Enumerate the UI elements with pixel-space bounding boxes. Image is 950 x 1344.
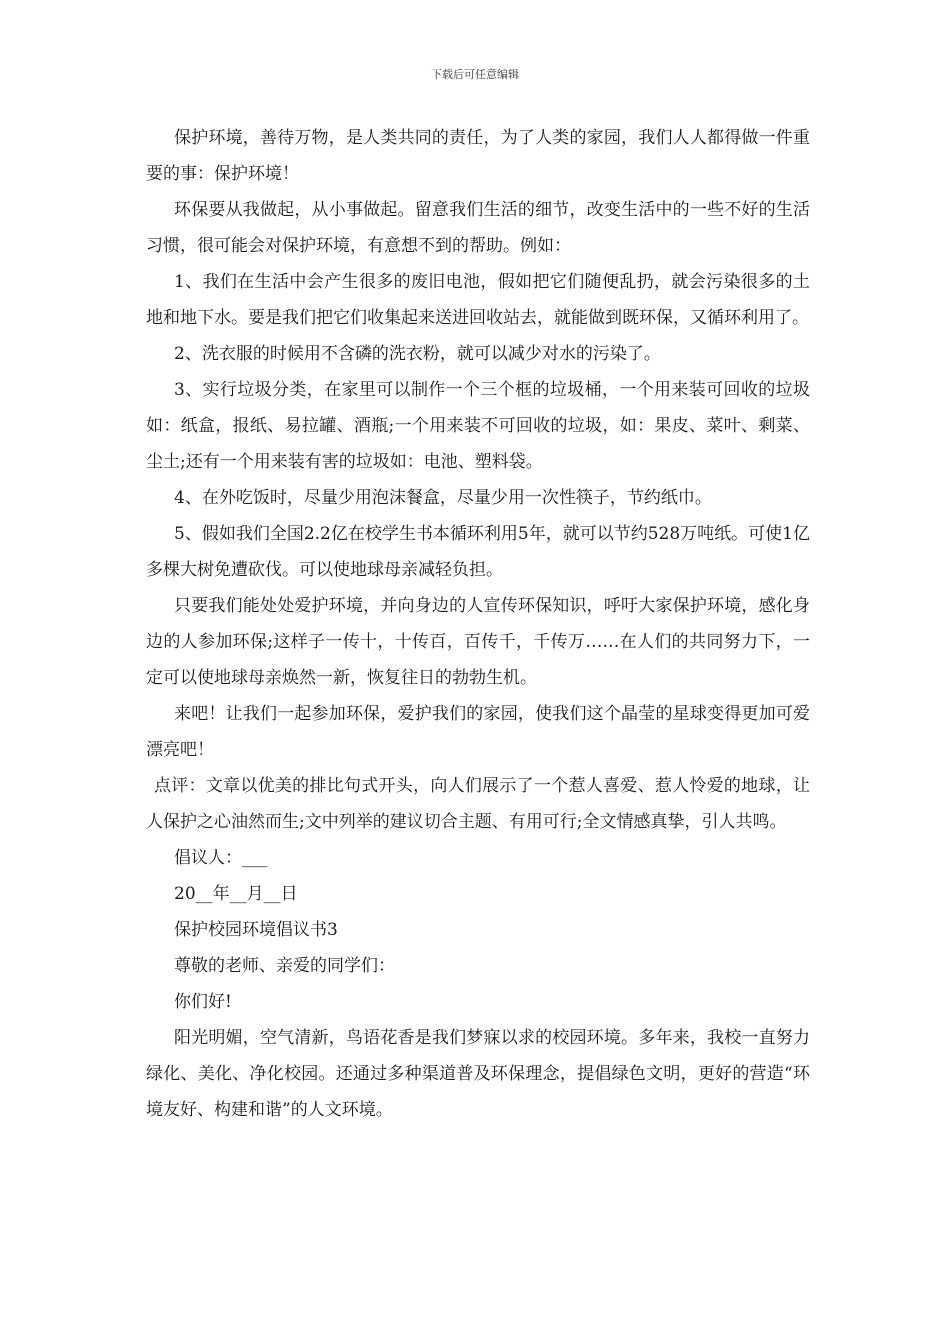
- list-item-1: 1、我们在生活中会产生很多的废旧电池，假如把它们随便乱扔，就会污染很多的土地和地下水。要是我们把它们收集起来送进回收站去，就能做到既环保，又循环利用了。: [146, 272, 810, 328]
- paragraph-call: 来吧！让我们一起参加环保，爱护我们的家园，使我们这个晶莹的星球变得更加可爱漂亮吧！: [146, 704, 810, 760]
- list-item-5: 5、假如我们全国2.2亿在校学生书本循环利用5年，就可以节约528万吨纸。可使1亿多棵大树免遭砍伐。可以使地球母亲减轻负担。: [146, 524, 810, 580]
- document-body: [146, 120, 810, 1128]
- comment-paragraph: 点评：文章以优美的排比句式开头，向人们展示了一个惹人喜爱、惹人怜爱的地球，让人保护之心油然而生;文中列举的建议切合主题、有用可行;全文情感真挚，引人共鸣。: [146, 776, 810, 832]
- hello-line: 你们好!: [174, 992, 232, 1012]
- signature-date: 20__年__月__日: [174, 884, 298, 904]
- signature-proposer: 倡议人：___: [174, 848, 268, 868]
- paragraph-intro: 保护环境，善待万物，是人类共同的责任，为了人类的家园，我们人人都得做一件重要的事：保护环境！: [146, 128, 810, 184]
- next-section-title: 保护校园环境倡议书3: [174, 920, 338, 940]
- list-item-4: 4、在外吃饭时，尽量少用泡沫餐盒，尽量少用一次性筷子，节约纸巾。: [174, 488, 712, 508]
- page-header: 下载后可任意编辑: [431, 68, 519, 81]
- list-item-2: 2、洗衣服的时候用不含磷的洗衣粉，就可以减少对水的污染了。: [174, 344, 661, 364]
- greeting: 尊敬的老师、亲爱的同学们：: [174, 956, 395, 976]
- paragraph-campus: 阳光明媚，空气清新，鸟语花香是我们梦寐以求的校园环境。多年来，我校一直努力绿化、美化、净化校园。还通过多种渠道普及环保理念，提倡绿色文明，更好的营造“环境友好、构建和谐”的人文环境。: [146, 1028, 810, 1120]
- paragraph-start-small: 环保要从我做起，从小事做起。留意我们生活的细节，改变生活中的一些不好的生活习惯，很可能会对保护环境，有意想不到的帮助。例如：: [146, 200, 810, 256]
- paragraph-spread: 只要我们能处处爱护环境，并向身边的人宣传环保知识，呼吁大家保护环境，感化身边的人参加环保;这样子一传十，十传百，百传千，千传万……在人们的共同努力下，一定可以使地球母亲焕然一新，恢复往日的勃勃生机。: [146, 596, 810, 688]
- list-item-3: 3、实行垃圾分类，在家里可以制作一个三个框的垃圾桶，一个用来装可回收的垃圾如：纸盒，报纸、易拉罐、酒瓶;一个用来装不可回收的垃圾，如：果皮、菜叶、剩菜、尘土;还有一个用来装有害的垃圾如：电池、塑料袋。: [146, 380, 810, 472]
